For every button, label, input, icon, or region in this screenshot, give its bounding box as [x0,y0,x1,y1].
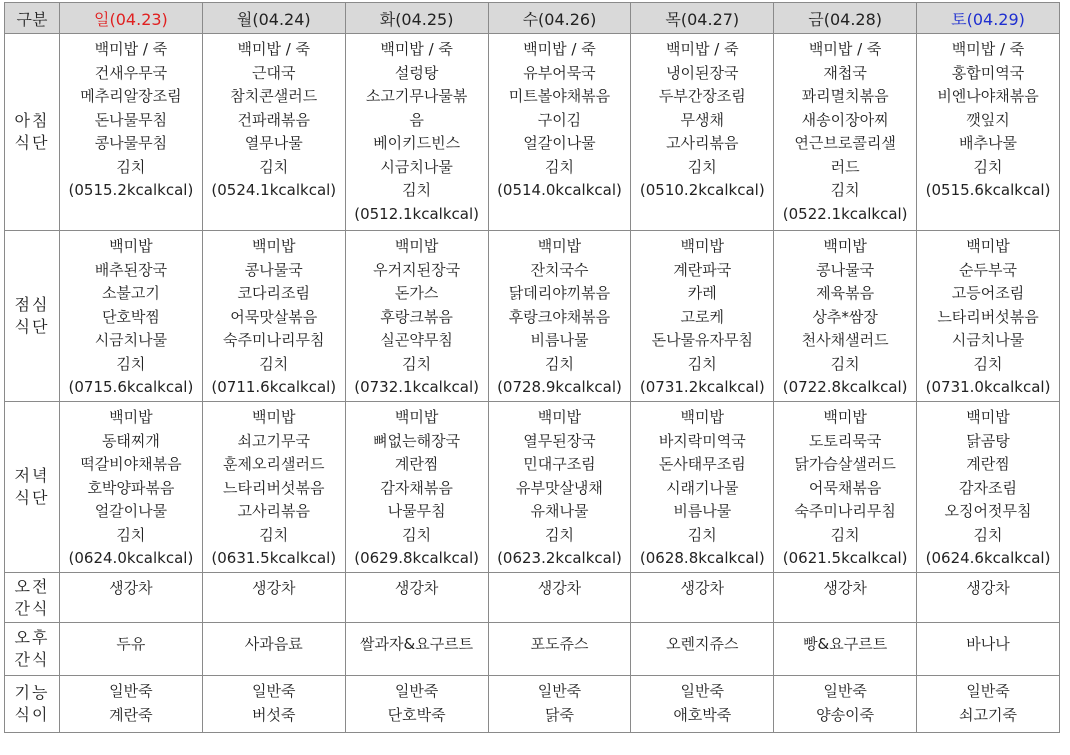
menu-item: 단호박찜 [101,307,160,326]
menu-item: 잔치국수 [530,260,589,279]
menu-item: 두유 [116,635,146,653]
row-label [5,231,60,402]
meal-rows [5,34,1060,733]
menu-item: 상추*쌈장 [812,307,878,326]
menu-item: (0621.5kcalkcal) [782,549,908,567]
menu-item: 백미밥 [823,408,867,426]
menu-item: 시금치나물 [94,331,168,349]
row-label [5,573,60,623]
menu-item: (0624.0kcalkcal) [68,549,194,567]
menu-item: 닭가슴살샐러드 [794,455,896,473]
row-label-line: 오전 [14,576,50,596]
menu-item: 백미밥 [394,237,439,255]
menu-cell [202,231,345,402]
menu-item: 김치 [687,354,717,373]
menu-item: 나물무침 [387,502,446,520]
menu-cell-items [60,623,202,655]
menu-item: 구이김 [537,110,582,129]
menu-item: 김치 [830,181,860,199]
menu-item: 쇠고기무국 [237,431,310,450]
menu-cell-items [203,34,345,203]
menu-item: 고등어조림 [951,284,1025,302]
menu-item: 얼갈이나물 [523,134,596,152]
menu-item: 김치 [259,157,289,176]
menu-cell-items [917,623,1059,655]
menu-item: 숙주미나리무침 [794,502,896,520]
day-header-wed: 수(04.26) [488,3,631,34]
menu-item: 비름나물 [673,502,732,520]
menu-item: 김치 [830,525,860,544]
menu-item: 쌀과자&요구르트 [360,635,474,653]
menu-item: 콩나물무침 [94,134,168,152]
menu-cell-items [489,623,631,655]
menu-cell [774,231,917,402]
menu-cell [202,573,345,623]
menu-cell [345,231,488,402]
menu-cell-items [203,573,345,599]
menu-item: 시래기나물 [666,478,739,497]
menu-item: 생강차 [394,579,439,597]
menu-item: 어묵맛살볶음 [230,307,318,326]
menu-item: 닭데리야끼볶음 [508,284,611,302]
menu-item: (0628.8kcalkcal) [639,549,765,567]
menu-cell-items [631,402,773,571]
menu-item: 일반죽 [680,682,725,700]
menu-cell [917,402,1060,573]
row-label [5,676,60,733]
menu-item: 백미밥 [537,237,582,255]
menu-cell [631,573,774,623]
menu-item: 김치 [259,354,289,373]
menu-cell [488,231,631,402]
menu-item: 천사채샐러드 [801,331,889,349]
menu-item: (0515.2kcalkcal) [68,181,194,199]
morning-snack-row [5,573,1060,623]
menu-item: 백미밥 / 죽 [380,40,453,58]
menu-cell [917,34,1060,231]
menu-item: 유부맛살냉채 [515,478,603,497]
menu-item: 일반죽 [109,682,153,700]
menu-cell-items [203,623,345,655]
menu-item: 돈사태무조림 [658,455,746,473]
row-label-line: 아침 [14,111,50,130]
menu-cell [774,676,917,733]
menu-cell-items [774,402,916,571]
menu-item: 새송이장아찌 [801,110,889,129]
menu-item: 건새우무국 [94,63,168,82]
menu-item: 고사리볶음 [237,502,310,520]
menu-cell-items [203,231,345,400]
menu-cell [917,231,1060,402]
menu-item: 음 [409,110,424,129]
header-row [5,3,1060,34]
menu-item: 미트볼야채볶음 [508,87,611,105]
menu-cell [631,623,774,676]
menu-item: 무생채 [680,110,725,129]
menu-item: (0515.6kcalkcal) [925,181,1051,199]
menu-item: 후랑크야채볶음 [508,307,611,326]
menu-item: 콩나물국 [244,260,303,279]
menu-item: 근대국 [252,63,296,82]
menu-item: 소고기무나물볶 [365,87,468,105]
menu-cell-items [631,676,773,727]
row-label-line: 기능 [14,683,50,702]
menu-item: 생강차 [966,579,1010,597]
menu-item: 카레 [687,284,717,302]
menu-cell-items [346,231,488,400]
day-header-mon: 월(04.24) [202,3,345,34]
row-label [5,34,60,231]
menu-cell [774,402,917,573]
menu-item: (0731.2kcalkcal) [639,378,765,396]
menu-item: (0524.1kcalkcal) [211,181,337,199]
menu-cell-items [346,402,488,571]
row-label-line: 오후 [14,628,50,647]
menu-item: 사과음료 [244,635,303,653]
row-label-line: 점심 [14,295,50,314]
menu-item: 백미밥 / 죽 [523,40,596,58]
menu-item: 콩나물국 [816,260,875,279]
menu-cell-items [60,34,202,203]
dinner-row [5,402,1060,573]
menu-item: 떡갈비야채볶음 [80,455,182,473]
functional-diet-row [5,676,1060,733]
menu-item: 감자조림 [959,478,1018,497]
menu-cell [631,402,774,573]
menu-item: 일반죽 [537,682,582,700]
menu-item: 백미밥 [252,237,296,255]
menu-item: 백미밥 [823,237,867,255]
menu-item: 일반죽 [394,682,439,700]
menu-cell [60,676,203,733]
menu-item: 김치 [687,525,717,544]
menu-item: 계란죽 [109,705,153,724]
menu-item: 김치 [973,157,1003,176]
menu-item: (0629.8kcalkcal) [354,549,479,567]
menu-item: 쇠고기죽 [959,705,1018,724]
menu-cell [631,231,774,402]
menu-item: 백미밥 / 죽 [237,40,311,58]
menu-cell [488,34,631,231]
menu-cell-items [917,676,1059,727]
menu-item: (0510.2kcalkcal) [639,181,765,199]
menu-item: 김치 [402,525,432,544]
menu-item: 생강차 [252,579,296,597]
menu-item: 후랑크볶음 [380,307,453,326]
menu-cell-items [774,623,916,655]
row-label [5,402,60,573]
day-header-tue: 화(04.25) [345,3,488,34]
menu-item: 비름나물 [530,331,589,349]
menu-cell-items [489,676,631,727]
menu-item: 참치콘샐러드 [230,87,318,105]
menu-item: 호박양파볶음 [87,478,175,497]
menu-item: 일반죽 [823,682,867,700]
menu-cell-items [203,402,345,571]
menu-cell [60,402,203,573]
menu-item: 생강차 [680,579,725,597]
menu-item: 건파래볶음 [237,110,310,129]
menu-item: 동태찌개 [101,431,160,450]
afternoon-snack-row [5,623,1060,676]
menu-item: 백미밥 / 죽 [94,40,168,58]
menu-cell [345,676,488,733]
menu-item: (0631.5kcalkcal) [211,549,337,567]
menu-cell [345,623,488,676]
menu-item: 김치 [116,157,146,176]
menu-item: 빵&요구르트 [803,635,888,653]
menu-cell-items [631,623,773,655]
day-header-sat: 토(04.29) [917,3,1060,34]
row-label-line: 간식 [14,650,50,669]
menu-item: 백미밥 [537,408,582,426]
menu-cell [60,573,203,623]
menu-item: 얼갈이나물 [94,502,168,520]
menu-item: 백미밥 / 죽 [666,40,739,58]
menu-item: 백미밥 [252,408,296,426]
menu-cell-items [917,34,1059,203]
menu-item: 감자채볶음 [380,478,453,497]
menu-item: 돈나물무침 [94,110,168,129]
menu-cell [345,402,488,573]
menu-item: 생강차 [823,579,867,597]
menu-item: 배추된장국 [94,260,168,279]
menu-item: 김치 [544,157,574,176]
menu-item: 오렌지쥬스 [666,635,739,653]
menu-cell [488,573,631,623]
menu-item: 버섯죽 [252,705,296,724]
menu-item: 냉이된장국 [666,63,739,82]
menu-cell-items [774,676,916,727]
menu-cell [60,623,203,676]
menu-item: 계란찜 [394,455,439,473]
menu-item: 백미밥 [680,408,725,426]
menu-item: 닭곰탕 [966,431,1010,450]
menu-cell-items [489,402,631,571]
menu-item: 계란파국 [673,260,732,279]
menu-item: 배추나물 [959,134,1018,152]
menu-item: 깻잎지 [966,110,1010,129]
menu-cell [488,676,631,733]
menu-item: 어묵채볶음 [808,478,882,497]
menu-cell-items [489,573,631,599]
menu-cell-items [60,573,202,599]
menu-item: 고로케 [680,307,725,326]
menu-cell [917,623,1060,676]
menu-cell-items [346,573,488,599]
menu-item: 김치 [687,157,717,176]
menu-item: (0731.0kcalkcal) [925,378,1051,396]
menu-item: 우거지된장국 [373,260,461,279]
menu-item: 실곤약무침 [380,331,453,349]
row-label-line: 간식 [14,598,50,618]
weekly-meal-table [4,2,1060,733]
menu-cell [202,402,345,573]
menu-item: 양송이죽 [816,705,875,724]
menu-item: 백미밥 [109,237,153,255]
menu-item: 연근브로콜리샐 [794,134,896,152]
menu-item: 제육볶음 [816,284,875,302]
menu-item: 김치 [973,525,1003,544]
menu-item: 재첩국 [823,63,867,82]
menu-item: 유채나물 [530,502,589,520]
menu-item: 열무나물 [244,134,303,152]
row-label-line: 식단 [14,488,50,507]
menu-cell-items [203,676,345,727]
day-header-thu: 목(04.27) [631,3,774,34]
menu-item: (0623.2kcalkcal) [497,549,622,567]
menu-item: (0722.8kcalkcal) [782,378,908,396]
menu-item: 백미밥 [966,408,1010,426]
menu-cell [774,34,917,231]
menu-item: 느타리버섯볶음 [223,478,325,497]
menu-table-container [4,2,1060,733]
menu-item: 닭죽 [544,705,574,724]
menu-item: 단호박죽 [387,705,446,724]
menu-item: 일반죽 [252,682,296,700]
menu-cell [60,231,203,402]
menu-cell-items [489,34,631,203]
menu-item: 순두부국 [959,260,1018,279]
menu-item: 오징어젓무침 [944,502,1032,520]
menu-item: 비엔나야채볶음 [937,87,1039,105]
menu-cell [488,623,631,676]
menu-item: 꽈리멸치볶음 [801,87,889,105]
menu-item: 설렁탕 [394,63,439,82]
menu-item: 계란찜 [966,455,1010,473]
menu-item: (0732.1kcalkcal) [354,378,479,396]
menu-item: 메추리알장조림 [80,87,182,105]
menu-item: 열무된장국 [523,431,596,450]
menu-cell [60,34,203,231]
day-header-fri: 금(04.28) [774,3,917,34]
menu-item: 김치 [973,354,1003,373]
menu-cell-items [631,231,773,400]
lunch-row [5,231,1060,402]
menu-cell-items [346,676,488,727]
menu-item: (0624.6kcalkcal) [925,549,1051,567]
row-label-line: 저녁 [14,466,50,485]
menu-item: 김치 [116,354,146,373]
menu-item: 김치 [259,525,289,544]
menu-item: 홍합미역국 [951,63,1025,82]
header-label: 구분 [5,3,60,34]
menu-cell [488,402,631,573]
menu-cell-items [346,34,488,226]
menu-item: 김치 [544,525,574,544]
menu-item: 백미밥 [680,237,725,255]
menu-item: 돈가스 [394,284,439,302]
menu-item: 김치 [544,354,574,373]
row-label [5,623,60,676]
menu-item: 바지락미역국 [658,431,746,450]
menu-item: 코다리조림 [237,284,310,302]
menu-cell [774,623,917,676]
menu-item: 베이키드빈스 [373,134,461,152]
menu-item: 백미밥 [109,408,153,426]
menu-item: 일반죽 [966,682,1010,700]
menu-item: 김치 [402,181,432,199]
menu-item: (0711.6kcalkcal) [211,378,337,396]
menu-cell [202,34,345,231]
menu-item: 느타리버섯볶음 [937,307,1039,326]
menu-cell-items [631,34,773,203]
menu-item: 러드 [830,157,860,176]
menu-item: (0728.9kcalkcal) [497,378,622,396]
menu-cell-items [60,676,202,727]
menu-item: 애호박죽 [673,705,732,724]
menu-item: 시금치나물 [380,157,453,176]
menu-cell-items [774,573,916,599]
menu-cell-items [917,402,1059,571]
menu-cell-items [631,573,773,599]
menu-cell [631,676,774,733]
menu-item: (0715.6kcalkcal) [68,378,194,396]
menu-item: 김치 [830,354,860,373]
menu-item: 백미밥 / 죽 [808,40,882,58]
menu-item: 돈나물유자무침 [651,331,754,349]
menu-cell [917,676,1060,733]
menu-cell-items [917,231,1059,400]
menu-cell [631,34,774,231]
menu-item: 도토리묵국 [808,431,882,450]
menu-item: 뼈없는해장국 [373,431,461,450]
menu-cell-items [60,231,202,400]
day-header-sun: 일(04.23) [60,3,203,34]
menu-cell [202,676,345,733]
menu-cell-items [774,231,916,400]
menu-cell-items [489,231,631,400]
menu-item: 백미밥 [966,237,1010,255]
menu-cell [202,623,345,676]
menu-item: 바나나 [966,635,1010,653]
menu-item: 백미밥 [394,408,439,426]
menu-item: 두부간장조림 [658,87,746,105]
menu-item: 민대구조림 [523,455,596,473]
menu-cell-items [60,402,202,571]
menu-cell [774,573,917,623]
menu-item: 김치 [402,354,432,373]
menu-item: (0512.1kcalkcal) [354,204,479,223]
menu-cell-items [917,573,1059,599]
row-label-line: 식단 [14,317,50,336]
menu-item: 백미밥 / 죽 [951,40,1025,58]
menu-item: 생강차 [109,579,153,597]
row-label-line: 식이 [14,705,50,724]
menu-cell [917,573,1060,623]
menu-cell-items [774,34,916,226]
menu-item: (0514.0kcalkcal) [497,181,622,199]
menu-cell-items [346,623,488,655]
menu-item: 김치 [116,525,146,544]
menu-item: 고사리볶음 [666,134,739,152]
menu-cell [345,34,488,231]
row-label-line: 식단 [14,133,50,152]
menu-cell [345,573,488,623]
menu-item: 숙주미나리무침 [223,331,325,349]
menu-item: 시금치나물 [951,331,1025,349]
breakfast-row [5,34,1060,231]
menu-item: 포도쥬스 [530,635,589,653]
menu-item: 훈제오리샐러드 [223,455,325,473]
menu-item: 유부어묵국 [523,63,596,82]
menu-item: (0522.1kcalkcal) [782,204,908,223]
menu-item: 생강차 [537,579,582,597]
menu-item: 소불고기 [101,284,160,302]
